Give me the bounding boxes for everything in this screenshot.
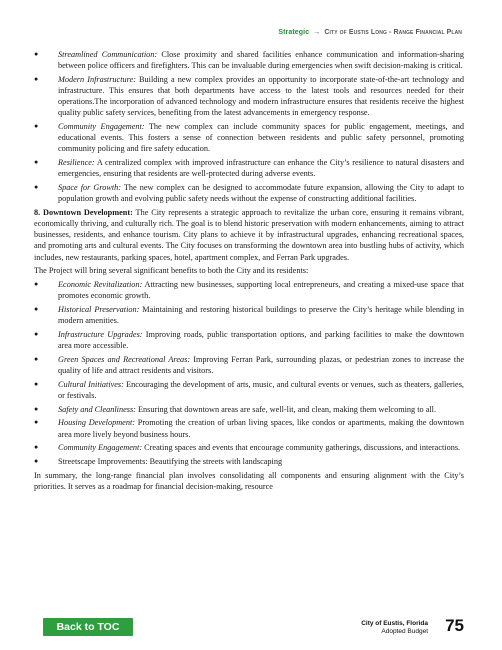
item-text: A centralized complex with improved infrastructure can enhance the City’s resilience to natural disasters and emergencies, ensuring that residents are well-protected during adverse events.: [58, 158, 464, 179]
item-lead: Resilience:: [58, 158, 95, 168]
item-text: Building a new complex provides an opportunity to incorporate state-of-the-art technology and infrastructure. This ensures that both departments have access to the latest tools and resources needed for their operations.The incorporation of advanced technology and modern infrastructure ensures that residents receive the highest quality public safety services, benefiting from the latest advancements in emergency response.: [58, 74, 464, 118]
page-footer: [0, 613, 502, 650]
item-lead: Cultural Initiatives:: [58, 379, 124, 389]
list-item: [34, 379, 464, 401]
list-item: [34, 417, 464, 439]
page-body: [34, 49, 464, 495]
item-lead: Space for Growth:: [58, 183, 122, 193]
list-item: [34, 442, 464, 453]
running-header: [278, 29, 462, 36]
arrow-icon: →: [313, 29, 321, 36]
header-doc-title: City of Eustis Long - Range Financial Plan: [324, 29, 462, 36]
list-item: [34, 456, 464, 467]
benefits-intro: The Project will bring several significant benefits to both the City and its residents:: [34, 266, 309, 276]
item-text: Improving roads, public transportation options, and parking facilities to make the downtown area more accessible.: [58, 329, 464, 351]
item-text: Attracting new businesses, supporting local entrepreneurs, and creating a mixed-use space that promotes economic growth.: [58, 280, 465, 301]
list-item: [34, 279, 464, 301]
list-item: [34, 157, 464, 179]
item-lead: Economic Revitalization:: [58, 280, 143, 290]
list-item: [34, 182, 464, 204]
list-item: [34, 404, 464, 415]
item-lead: Historical Preservation:: [58, 305, 140, 315]
item-text: Ensuring that downtown areas are safe, well-lit, and clean, making them welcoming to all.: [135, 404, 437, 414]
item-lead: Infrastructure Upgrades:: [58, 329, 143, 339]
item-lead: Streamlined Communication:: [58, 50, 158, 59]
list-item: [34, 49, 464, 71]
item-lead: Housing Development:: [58, 418, 135, 428]
section-downtown-development: [34, 207, 464, 263]
section-body: The City represents a strategic approach to revitalize the urban core, ensuring it remains vibrant, economically thriving, and culturally rich. The goal is to blend historic preservation with modern enhancements, aiming to attract businesses, residents, and enhance tourism. City plans to achieve it by infrastructural upgrades, enhancing recreational spaces, and promoting arts and cultural events. The City focuses on transforming the downtown area into bustling hubs of activity, which includes, new restaurants, parking spaces, hotel, apartment complex, and Ferran Park upgrades.: [34, 208, 464, 262]
item-text: The new complex can include community spaces for public engagement, meetings, and educational events. This fosters a sense of connection between residents and public safety personnel, promoting community policing and fire safety education.: [58, 122, 464, 154]
page-number: 75: [445, 616, 464, 635]
list-item: [34, 121, 464, 154]
item-lead: Community Engagement:: [58, 122, 145, 132]
footer-city: City of Eustis, Florida: [361, 620, 428, 627]
item-lead: Green Spaces and Recreational Areas:: [58, 354, 191, 364]
item-text: Encouraging the development of arts, music, and cultural events or venues, such as theaters, galleries, or festivals.: [58, 379, 464, 400]
item-text: Promoting the creation of urban living spaces, like condos or apartments, making the downtown area more lively beyond business hours.: [58, 418, 464, 439]
item-text: Close proximity and shared facilities enhance communication and information-sharing between police officers and firefighters. This can be invaluable during emergencies when swift decision-making is critical.: [58, 50, 464, 71]
item-lead: Safety and Cleanliness:: [58, 404, 136, 414]
list-item: [34, 329, 464, 351]
section-heading: 8. Downtown Development:: [34, 208, 133, 217]
item-text: Creating spaces and events that encourage community gatherings, discussions, and interactions.: [142, 443, 461, 453]
item-lead: Modern Infrastructure:: [58, 74, 136, 84]
item-lead: Community Engagement:: [58, 443, 143, 453]
footer-budget: Adopted Budget: [381, 628, 428, 635]
list-item: [34, 304, 464, 326]
summary-paragraph: In summary, the long-range financial plan involves consolidating all components and ensuring alignment with the City’s priorities. It serves as a roadmap for financial decision-making, resource: [34, 470, 464, 491]
item-text: Streetscape Improvements: Beautifying the streets with landscaping: [58, 457, 283, 467]
public-safety-benefits-list: [34, 49, 464, 204]
list-item: [34, 74, 464, 119]
back-to-toc-button[interactable]: Back to TOC: [43, 618, 133, 636]
header-section: Strategic: [278, 29, 310, 36]
list-item: [34, 354, 464, 376]
item-text: Improving Ferran Park, surrounding plazas, or pedestrian zones to increase the quality of life and attract residents and visitors.: [58, 354, 464, 375]
item-text: The new complex can be designed to accommodate future expansion, allowing the City to adapt to population growth and evolving public safety needs without the expense of constructing additional facilities.: [58, 183, 464, 204]
downtown-benefits-list: [34, 279, 464, 467]
item-text: Maintaining and restoring historical buildings to preserve the City’s heritage while blending in modern amenities.: [58, 305, 464, 326]
